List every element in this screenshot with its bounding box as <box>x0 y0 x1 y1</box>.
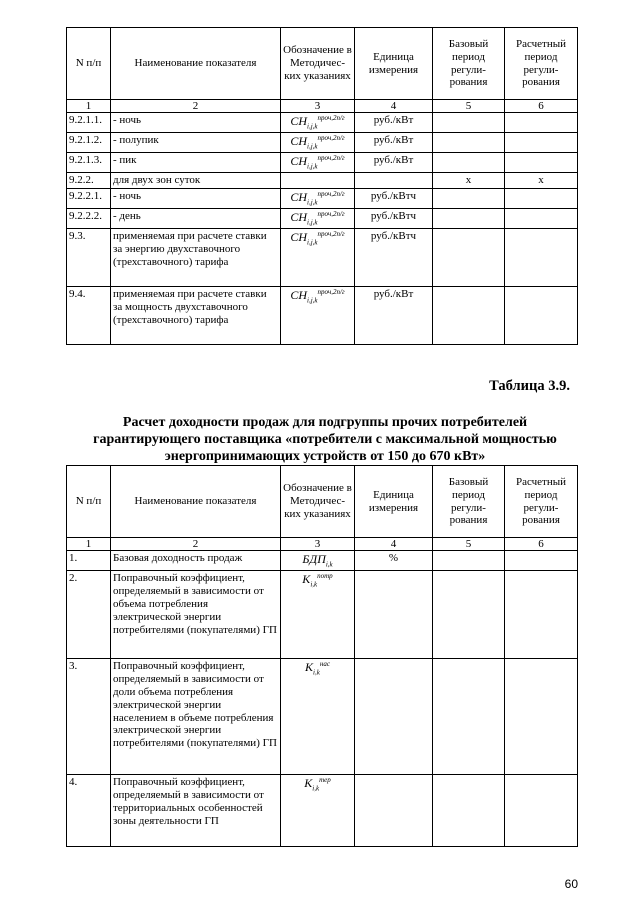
row-name: - пик <box>111 153 281 173</box>
row-base-period <box>433 551 505 571</box>
column-number: 4 <box>355 538 433 551</box>
column-number: 1 <box>67 538 111 551</box>
row-name: - ночь <box>111 188 281 208</box>
row-calc-period <box>505 113 578 133</box>
column-number: 5 <box>433 100 505 113</box>
row-number: 1. <box>67 551 111 571</box>
row-unit: руб./кВтч <box>355 208 433 228</box>
row-calc-period <box>505 551 578 571</box>
table-row <box>67 228 578 286</box>
table-row <box>67 774 578 846</box>
header-calc-period: Расчетный период регули-рования <box>505 466 578 538</box>
row-unit: руб./кВт <box>355 153 433 173</box>
column-number: 2 <box>111 100 281 113</box>
row-unit: % <box>355 551 433 571</box>
row-calc-period <box>505 228 578 286</box>
row-designation <box>281 153 355 173</box>
table-row <box>67 153 578 173</box>
designation-superscript: нас <box>319 659 330 668</box>
table-row <box>67 658 578 774</box>
column-number-row <box>67 100 578 113</box>
row-number: 9.4. <box>67 286 111 344</box>
designation-superscript: тер <box>319 775 331 784</box>
table-row <box>67 173 578 189</box>
column-number: 3 <box>281 100 355 113</box>
row-calc-period <box>505 658 578 774</box>
header-base-period: Базовый период регули-рования <box>433 28 505 100</box>
row-base-period <box>433 286 505 344</box>
row-calc-period <box>505 133 578 153</box>
header-designation: Обозначение в Методичес-ких указаниях <box>281 466 355 538</box>
table-row <box>67 113 578 133</box>
column-number: 4 <box>355 100 433 113</box>
row-base-period <box>433 570 505 658</box>
row-name: Поправочный коэффициент, определяемый в зависимости от территориальных особенностей зоны деятельности ГП <box>111 774 281 846</box>
column-number: 6 <box>505 538 578 551</box>
designation-symbol: СН <box>290 154 308 168</box>
table-row <box>67 570 578 658</box>
row-designation <box>281 551 355 571</box>
table-row <box>67 551 578 571</box>
column-number: 6 <box>505 100 578 113</box>
row-calc-period: х <box>505 173 578 189</box>
designation-superscript: проч,2п/г <box>317 287 345 296</box>
designation-subscript: i,j,k <box>307 198 318 207</box>
row-base-period <box>433 188 505 208</box>
tariff-table <box>66 27 578 345</box>
row-name: применяемая при расчете ставки за энергию двухставочного (трехставочного) тарифа <box>111 228 281 286</box>
row-designation <box>281 286 355 344</box>
row-calc-period <box>505 153 578 173</box>
row-designation <box>281 173 355 189</box>
header-row <box>67 28 578 100</box>
row-unit <box>355 570 433 658</box>
column-number: 3 <box>281 538 355 551</box>
designation-subscript: i,j,k <box>307 296 318 305</box>
row-unit <box>355 774 433 846</box>
row-base-period <box>433 133 505 153</box>
designation-superscript: проч,2п/г <box>317 154 345 162</box>
designation-superscript: проч,2п/г <box>317 189 345 198</box>
column-number: 1 <box>67 100 111 113</box>
row-base-period <box>433 208 505 228</box>
row-designation <box>281 774 355 846</box>
header-calc-period: Расчетный период регули-рования <box>505 28 578 100</box>
designation-symbol: СН <box>290 134 308 148</box>
designation-symbol: K <box>305 659 314 674</box>
row-calc-period <box>505 774 578 846</box>
row-unit <box>355 658 433 774</box>
row-unit: руб./кВт <box>355 113 433 133</box>
row-unit: руб./кВтч <box>355 188 433 208</box>
row-number: 9.2.2. <box>67 173 111 189</box>
row-number: 9.2.2.2. <box>67 208 111 228</box>
header-name: Наименование показателя <box>111 28 281 100</box>
row-designation <box>281 228 355 286</box>
profitability-table <box>66 465 578 847</box>
designation-subscript: i,j,k <box>307 238 318 247</box>
row-calc-period <box>505 286 578 344</box>
row-name: - полупик <box>111 133 281 153</box>
row-name: Поправочный коэффициент, определяемый в зависимости от доли объема потребления электрической энергии населением в объеме потребления электрической энергии потребителями (покупателями) ГП <box>111 658 281 774</box>
row-unit <box>355 173 433 189</box>
row-name: Базовая доходность продаж <box>111 551 281 571</box>
header-number: N п/п <box>67 466 111 538</box>
row-number: 2. <box>67 570 111 658</box>
row-number: 9.2.1.3. <box>67 153 111 173</box>
row-base-period: х <box>433 173 505 189</box>
table-number: Таблица 3.9. <box>489 378 570 394</box>
row-designation <box>281 188 355 208</box>
row-calc-period <box>505 570 578 658</box>
designation-superscript: проч,2п/г <box>317 134 345 142</box>
table-row <box>67 208 578 228</box>
designation-symbol: K <box>304 775 313 790</box>
header-base-period: Базовый период регули-рования <box>433 466 505 538</box>
row-designation <box>281 133 355 153</box>
column-number: 2 <box>111 538 281 551</box>
row-name: Поправочный коэффициент, определяемый в зависимости от объема потребления электрической энергии потребителями (покупателями) ГП <box>111 570 281 658</box>
row-number: 9.2.1.2. <box>67 133 111 153</box>
designation-symbol: СН <box>290 114 308 128</box>
header-number: N п/п <box>67 28 111 100</box>
row-name: для двух зон суток <box>111 173 281 189</box>
designation-subscript: i,k <box>325 560 333 569</box>
table-row <box>67 133 578 153</box>
column-number-row <box>67 538 578 551</box>
designation-superscript: потр <box>317 571 333 580</box>
row-unit: руб./кВтч <box>355 228 433 286</box>
row-base-period <box>433 658 505 774</box>
table-title: Расчет доходности продаж для подгруппы прочих потребителей гарантирующего поставщика «потребители с максимальной мощностью энергопринимающих устройств от 150 до 670 кВт» <box>93 415 557 464</box>
row-base-period <box>433 774 505 846</box>
row-base-period <box>433 113 505 133</box>
row-number: 3. <box>67 658 111 774</box>
designation-superscript: проч,2п/г <box>317 229 345 238</box>
row-name: - ночь <box>111 113 281 133</box>
designation-symbol: СН <box>290 287 308 302</box>
row-unit: руб./кВт <box>355 133 433 153</box>
row-name: - день <box>111 208 281 228</box>
row-number: 4. <box>67 774 111 846</box>
header-name: Наименование показателя <box>111 466 281 538</box>
row-number: 9.3. <box>67 228 111 286</box>
row-base-period <box>433 228 505 286</box>
designation-symbol: СН <box>290 229 308 244</box>
designation-symbol: СН <box>290 209 308 224</box>
row-number: 9.2.1.1. <box>67 113 111 133</box>
designation-subscript: i,j,k <box>307 122 318 131</box>
row-designation <box>281 113 355 133</box>
designation-subscript: i,k <box>310 580 318 589</box>
row-designation <box>281 658 355 774</box>
designation-symbol: СН <box>290 189 308 204</box>
designation-subscript: i,k <box>312 784 320 793</box>
row-number: 9.2.2.1. <box>67 188 111 208</box>
header-unit: Единица измерения <box>355 466 433 538</box>
designation-superscript: проч,2п/г <box>317 114 345 122</box>
table-row <box>67 188 578 208</box>
designation-subscript: i,j,k <box>307 218 318 227</box>
designation-superscript: проч,2п/г <box>317 209 345 218</box>
designation-subscript: i,k <box>313 668 320 677</box>
table-row <box>67 286 578 344</box>
designation-subscript: i,j,k <box>307 142 318 151</box>
designation-symbol: БДП <box>302 552 326 566</box>
header-designation: Обозначение в Методичес-ких указаниях <box>281 28 355 100</box>
row-calc-period <box>505 188 578 208</box>
header-row <box>67 466 578 538</box>
row-calc-period <box>505 208 578 228</box>
column-number: 5 <box>433 538 505 551</box>
row-unit: руб./кВт <box>355 286 433 344</box>
row-name: применяемая при расчете ставки за мощность двухставочного (трехставочного) тарифа <box>111 286 281 344</box>
row-designation <box>281 208 355 228</box>
row-designation <box>281 570 355 658</box>
page-number: 60 <box>564 877 578 891</box>
header-unit: Единица измерения <box>355 28 433 100</box>
row-base-period <box>433 153 505 173</box>
designation-subscript: i,j,k <box>307 162 318 171</box>
designation-symbol: K <box>302 571 311 586</box>
